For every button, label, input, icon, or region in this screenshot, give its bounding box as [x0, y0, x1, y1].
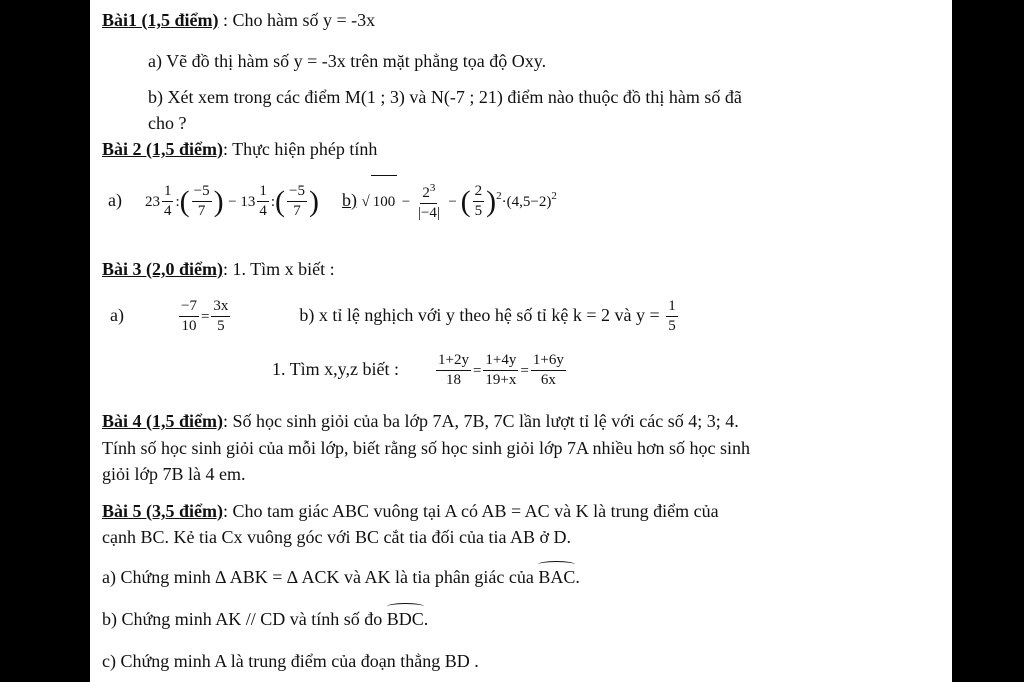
bai2-b-sqrt: 100 — [371, 175, 398, 228]
bai1-b-line1: b) Xét xem trong các điểm M(1 ; 3) và N(-7 ; 21) điểm nào thuộc đồ thị hàm số đã — [148, 87, 742, 107]
bai3-title-line — [102, 258, 335, 280]
bai3-a-label: a) — [110, 305, 124, 325]
bai3-c-frac2: $\frac{1+4y}{19+x}$ — [485, 352, 517, 389]
bai1-title-line — [102, 9, 375, 31]
bai2-expression: a) 23 $\frac{1}{4}$ :( $\frac{-5}{7}$ ) − 13 $\frac{1}{4}$ :( $\frac{-5}{7}$ ) b) √ 100 − $\frac{2^3}{|-4|}$ − ( $\frac{2}{5}$ )$^2\cdot(4,5-2)^2$ — [108, 170, 557, 222]
bai3-c-line: 1. Tìm x,y,z biết : $\frac{1+2y}{18}$ = $\frac{1+4y}{19+x}$ = $\frac{1+6y}{6x}$ — [272, 352, 564, 389]
bai3-b-text: b) x tỉ lệ nghịch với y theo hệ số tỉ kệ k = 2 và y = — [299, 305, 660, 325]
bai5-line1: Bài 5 (3,5 điểm): Cho tam giác ABC vuông tại A có AB = AC và K là trung điểm của — [102, 501, 719, 521]
bai3-c-text: 1. Tìm x,y,z biết : — [272, 359, 399, 379]
bai2-a-whole2: 13 — [240, 194, 256, 210]
bai2-a-frac4: $\frac{-5}{7}$ — [289, 183, 305, 220]
bai2-b-label: b) — [341, 190, 357, 210]
bai5-heading: Bài 5 (3,5 điểm) — [102, 501, 223, 521]
bai2-a-whole1: 23 — [144, 194, 160, 210]
bai2-b-frac1: $\frac{2^3}{|-4|}$ — [417, 181, 440, 221]
bai3-heading: Bài 3 (2,0 điểm) — [102, 259, 223, 279]
bai2-a-frac1: $\frac{1}{4}$ — [163, 183, 172, 220]
bai5-line2: cạnh BC. Kẻ tia Cx vuông góc với BC cắt tia đối của tia AB ở D. — [102, 527, 571, 547]
angle-bac: BAC — [538, 567, 576, 587]
bai2-heading: Bài 2 (1,5 điểm) — [102, 139, 223, 159]
bai2-title-line — [102, 138, 377, 160]
bai3-a-line: a) $\frac{-7}{10}$ = $\frac{3x}{5}$ b) x tỉ lệ nghịch với y theo hệ số tỉ kệ k = 2 và y = $\frac{1}{5}$ — [110, 298, 676, 335]
angle-bdc: BDC — [386, 609, 424, 629]
bai1-intro: : Cho hàm số y = -3x — [218, 10, 376, 30]
bai3-intro: : 1. Tìm x biết : — [223, 259, 335, 279]
bai5-c: c) Chứng minh A là trung điểm của đoạn thẳng BD . — [102, 651, 479, 671]
bai3-a-frac1: $\frac{-7}{10}$ — [180, 298, 197, 335]
bai2-a-frac2: $\frac{-5}{7}$ — [193, 183, 210, 220]
bai3-b-frac: $\frac{1}{5}$ — [668, 298, 676, 335]
bai3-c-frac1: $\frac{1+2y}{18}$ — [437, 352, 469, 389]
bai3-c-frac3: $\frac{1+6y}{6x}$ — [532, 352, 564, 389]
bai1-b-line2: cho ? — [148, 113, 187, 133]
bai5-b: b) Chứng minh AK // CD và tính số đo BDC. — [102, 609, 429, 629]
bai4-heading: Bài 4 (1,5 điểm) — [102, 411, 223, 431]
bai3-a-frac2: $\frac{3x}{5}$ — [213, 298, 229, 335]
bai1-a: a) Vẽ đồ thị hàm số y = -3x trên mặt phẳng tọa độ Oxy. — [148, 51, 547, 71]
bai2-a-label: a) — [108, 190, 122, 210]
exam-page — [90, 0, 952, 682]
bai2-b-frac2: $\frac{2}{5}$ — [474, 183, 483, 220]
bai2-b-tail: ·(4,5−2) — [501, 194, 552, 210]
bai4-line3: giỏi lớp 7B là 4 em. — [102, 464, 246, 484]
bai4-line2: Tính số học sinh giỏi của mỗi lớp, biết rằng số học sinh giỏi lớp 7A nhiều hơn số học sinh — [102, 438, 751, 458]
bai2-a-frac3: $\frac{1}{4}$ — [259, 183, 267, 220]
bai2-intro: : Thực hiện phép tính — [223, 139, 378, 159]
bai1-heading: Bài1 (1,5 điểm) — [102, 10, 219, 30]
bai5-a: a) Chứng minh ∆ ABK = ∆ ACK và AK là tia phân giác của BAC. — [102, 567, 580, 587]
bai4-line1: Bài 4 (1,5 điểm): Số học sinh giỏi của ba lớp 7A, 7B, 7C lần lượt tỉ lệ với các số 4; 3; 4. — [102, 411, 739, 431]
